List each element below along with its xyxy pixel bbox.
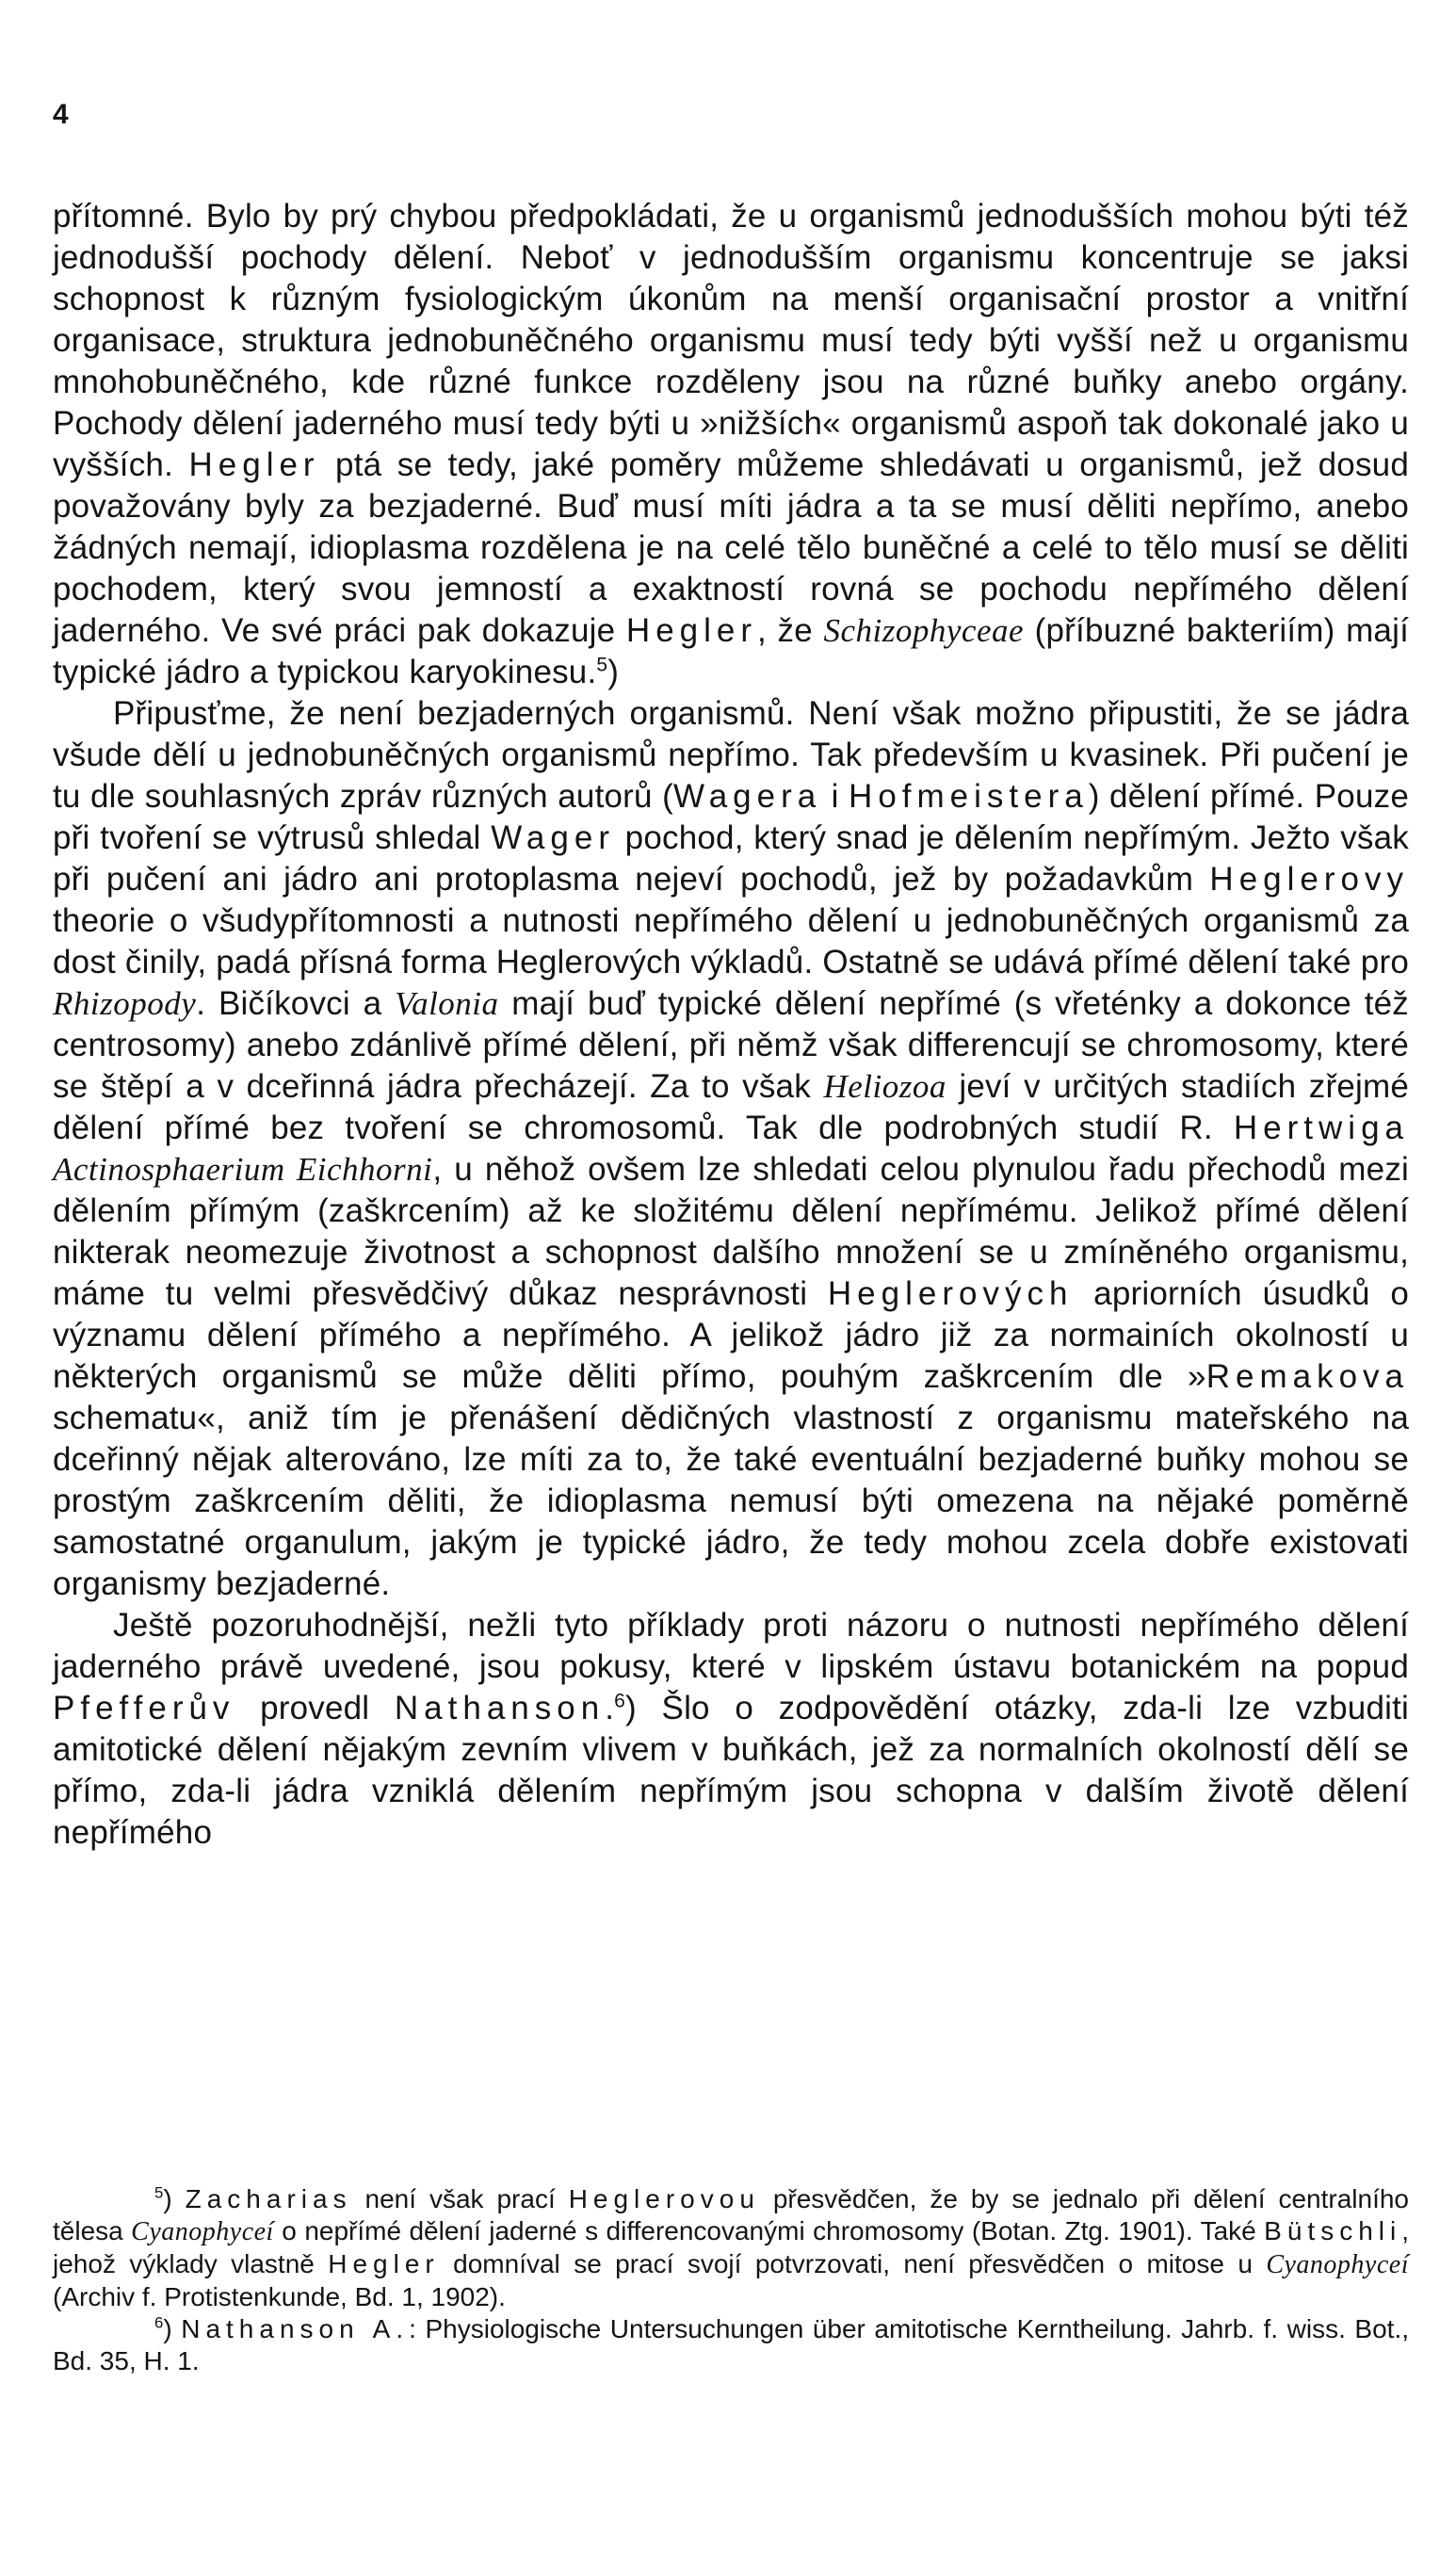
text-run: apriorních úsudků o významu dělení přímého a nepřímého. A jelikož jádro již za normainích okolností u některých organismů se může děliti přímo, pouhým zaškrcením dle »	[53, 1275, 1409, 1395]
text-run: , že	[757, 612, 824, 649]
author-name: Hofmeistera	[849, 778, 1089, 815]
author-name: Heglerových	[827, 1275, 1074, 1312]
footnote-mark: 6	[154, 2313, 164, 2332]
text-run: ) Šlo o zodpovědění otázky, zda-li lze vzbuditi amitotické dělení nějakým zevním vlivem v buňkách, jež za normalních okolností dělí se přímo, zda-li jádra vzniklá dělením nepřímým jsou schopna v dalším životě dělení nepřímého	[53, 1690, 1409, 1851]
footnote-ref: 6	[614, 1690, 626, 1712]
taxon-name: Valonia	[395, 985, 499, 1022]
footnote-5	[53, 2183, 1409, 2313]
author-name: Hertwiga	[1233, 1110, 1409, 1146]
text-run: (Archiv f. Protistenkunde, Bd. 1, 1902).	[53, 2282, 506, 2311]
author-name: Wagera	[672, 778, 822, 815]
text-run: domníval se prací svojí potvrzovati, není přesvědčen o mitose u	[439, 2249, 1267, 2278]
taxon-name: Actinosphaerium Eichhorni	[53, 1151, 433, 1188]
author-name: Remakova	[1205, 1358, 1409, 1395]
taxon-name: Cyanophyceí	[1266, 2250, 1409, 2279]
text-run: jeví v určitých stadiích zřejmé dělení přímé bez tvoření se chromosomů. Tak dle podrobných studií R.	[53, 1068, 1409, 1146]
taxon-name: Heliozoa	[823, 1068, 946, 1105]
text-run: schematu«, aniž tím je přenášení dědičných vlastností z organismu mateřského na dceřinný nějak alterováno, lze míti za to, že také eventuální bezjaderné buňky mohou se prostým zaškrcením děliti, že idioplasma nemusí býti omezena na nějaké poměrně samostatné organulum, jakým je typické jádro, že tedy mohou zcela dobře existovati organismy bezjaderné.	[53, 1400, 1409, 1602]
author-name: Nathanson A.	[181, 2314, 410, 2343]
text-run: theorie o všudypřítomnosti a nutnosti nepřímého dělení u jednobuněčných organismů za dost činily, padá přísná forma Heglerových výkladů. Ostatně se udává přímé dělení také pro	[53, 902, 1409, 981]
taxon-name: Cyanophyceí	[131, 2217, 274, 2246]
text-run: pochod, který snad je dělením nepřímým. Ježto však při pučení ani jádro ani protoplasma nejeví pochodů, jež by požadavkům	[53, 819, 1409, 898]
text-run: přítomné. Bylo by prý chybou předpokládati, že u organismů jednodušších mohou býti též jednodušší pochody dělení. Neboť v jednodušším organismu koncentruje se jaksi schopnost k různým fysiologickým úkonům na menší organisační prostor a vnitřní organisace, struktura jednobuněčného organismu musí tedy býti vyšší než u organismu mnohobuněčného, kde různé funkce rozděleny jsou na různé buňky anebo orgány. Pochody dělení jaderného musí tedy býti u »nižších« organismů aspoň tak dokonalé jako u vyšších.	[53, 198, 1409, 483]
text-run: Ještě pozoruhodnější, nežli tyto příklady proti názoru o nutnosti nepřímého dělení jaderného právě uvedené, jsou pokusy, které v lipském ústavu botanickém na popud	[53, 1607, 1409, 1685]
text-run: . Bičíkovci a	[196, 985, 396, 1022]
taxon-name: Rhizopody	[53, 985, 197, 1022]
author-name: Bütschli	[1264, 2216, 1402, 2245]
footnote-mark: 5	[154, 2183, 164, 2202]
footnote-6	[53, 2313, 1409, 2377]
text-run: (příbuzné bakteriím) mají typické jádro a typickou karyokinesu.	[53, 612, 1409, 690]
paragraph-2	[53, 693, 1409, 1605]
footnote-ref: 5	[596, 654, 608, 676]
author-name: Hegler	[625, 612, 758, 649]
text-run: mají buď typické dělení nepřímé (s vřeténky a dokonce též centrosomy) anebo zdánlivě přímé dělení, při němž však differencují se chromosomy, které se štěpí a v dceřinná jádra přecházejí. Za to však	[53, 985, 1409, 1105]
text-run: i	[821, 778, 849, 815]
author-name: Pfefferův	[53, 1690, 235, 1726]
text-run: Připusťme, že není bezjaderných organismů. Není však možno připustiti, že se jádra všude dělí u jednobuněčných organismů nepřímo. Tak především u kvasinek. Při pučení je tu dle souhlasných zpráv různých autorů (	[53, 695, 1409, 815]
text-run: není však prací	[351, 2184, 569, 2213]
text-run: )	[163, 2314, 182, 2343]
paragraph-1	[53, 196, 1409, 693]
text-run: , u něhož ovšem lze shledati celou plynulou řadu přechodů mezi dělením přímým (zaškrcením) až ke složitému dělení nepřímému. Jelikož přímé dělení nikterak neomezuje životnost a schopnost dalšího množení se u zmíněného organismu, máme tu velmi přesvědčivý důkaz nesprávnosti	[53, 1151, 1409, 1312]
text-run: : Physiologische Untersuchungen über amitotische Kerntheilung. Jahrb. f. wiss. Bot., Bd. 35, H. 1.	[53, 2314, 1410, 2375]
paragraph-3	[53, 1605, 1409, 1854]
author-name: Nathanson	[394, 1690, 606, 1726]
text-run: ptá se tedy, jaké poměry můžeme shledávati u organismů, jež dosud považovány byly za bezjaderné. Buď musí míti jádra a ta se musí děliti nepřímo, anebo žádných nemají, idioplasma rozdělena je na celé tělo buněčné a celé to tělo musí se děliti pochodem, který svou jemností a exaktností rovná se pochodu nepřímého dělení jaderného. Ve své práci pak dokazuje	[53, 446, 1409, 649]
text-run: přesvědčen, že by se jednalo při dělení centralního tělesa	[53, 2184, 1409, 2245]
text-run: )	[607, 654, 620, 690]
author-name: Hegler	[188, 446, 320, 483]
author-name: Heglerovy	[1209, 861, 1409, 898]
footnotes	[53, 2183, 1409, 2377]
text-run: .	[605, 1690, 615, 1726]
page-number: 4	[53, 99, 69, 130]
author-name: Wager	[491, 819, 615, 856]
author-name: Hegler	[328, 2249, 440, 2278]
text-run: , jehož výklady vlastně	[53, 2216, 1409, 2278]
body-text	[53, 196, 1409, 1854]
text-run: o nepřímé dělení jaderné s differencovanými chromosomy (Botan. Ztg. 1901). Také	[273, 2216, 1265, 2245]
text-run: ) dělení přímé. Pouze při tvoření se výtrusů shledal	[53, 778, 1409, 856]
text-run: )	[163, 2184, 186, 2213]
author-name: Heglerovou	[568, 2184, 760, 2213]
author-name: Zacharias	[185, 2184, 352, 2213]
text-run: provedl	[235, 1690, 395, 1726]
taxon-name: Schizophyceae	[823, 612, 1025, 649]
